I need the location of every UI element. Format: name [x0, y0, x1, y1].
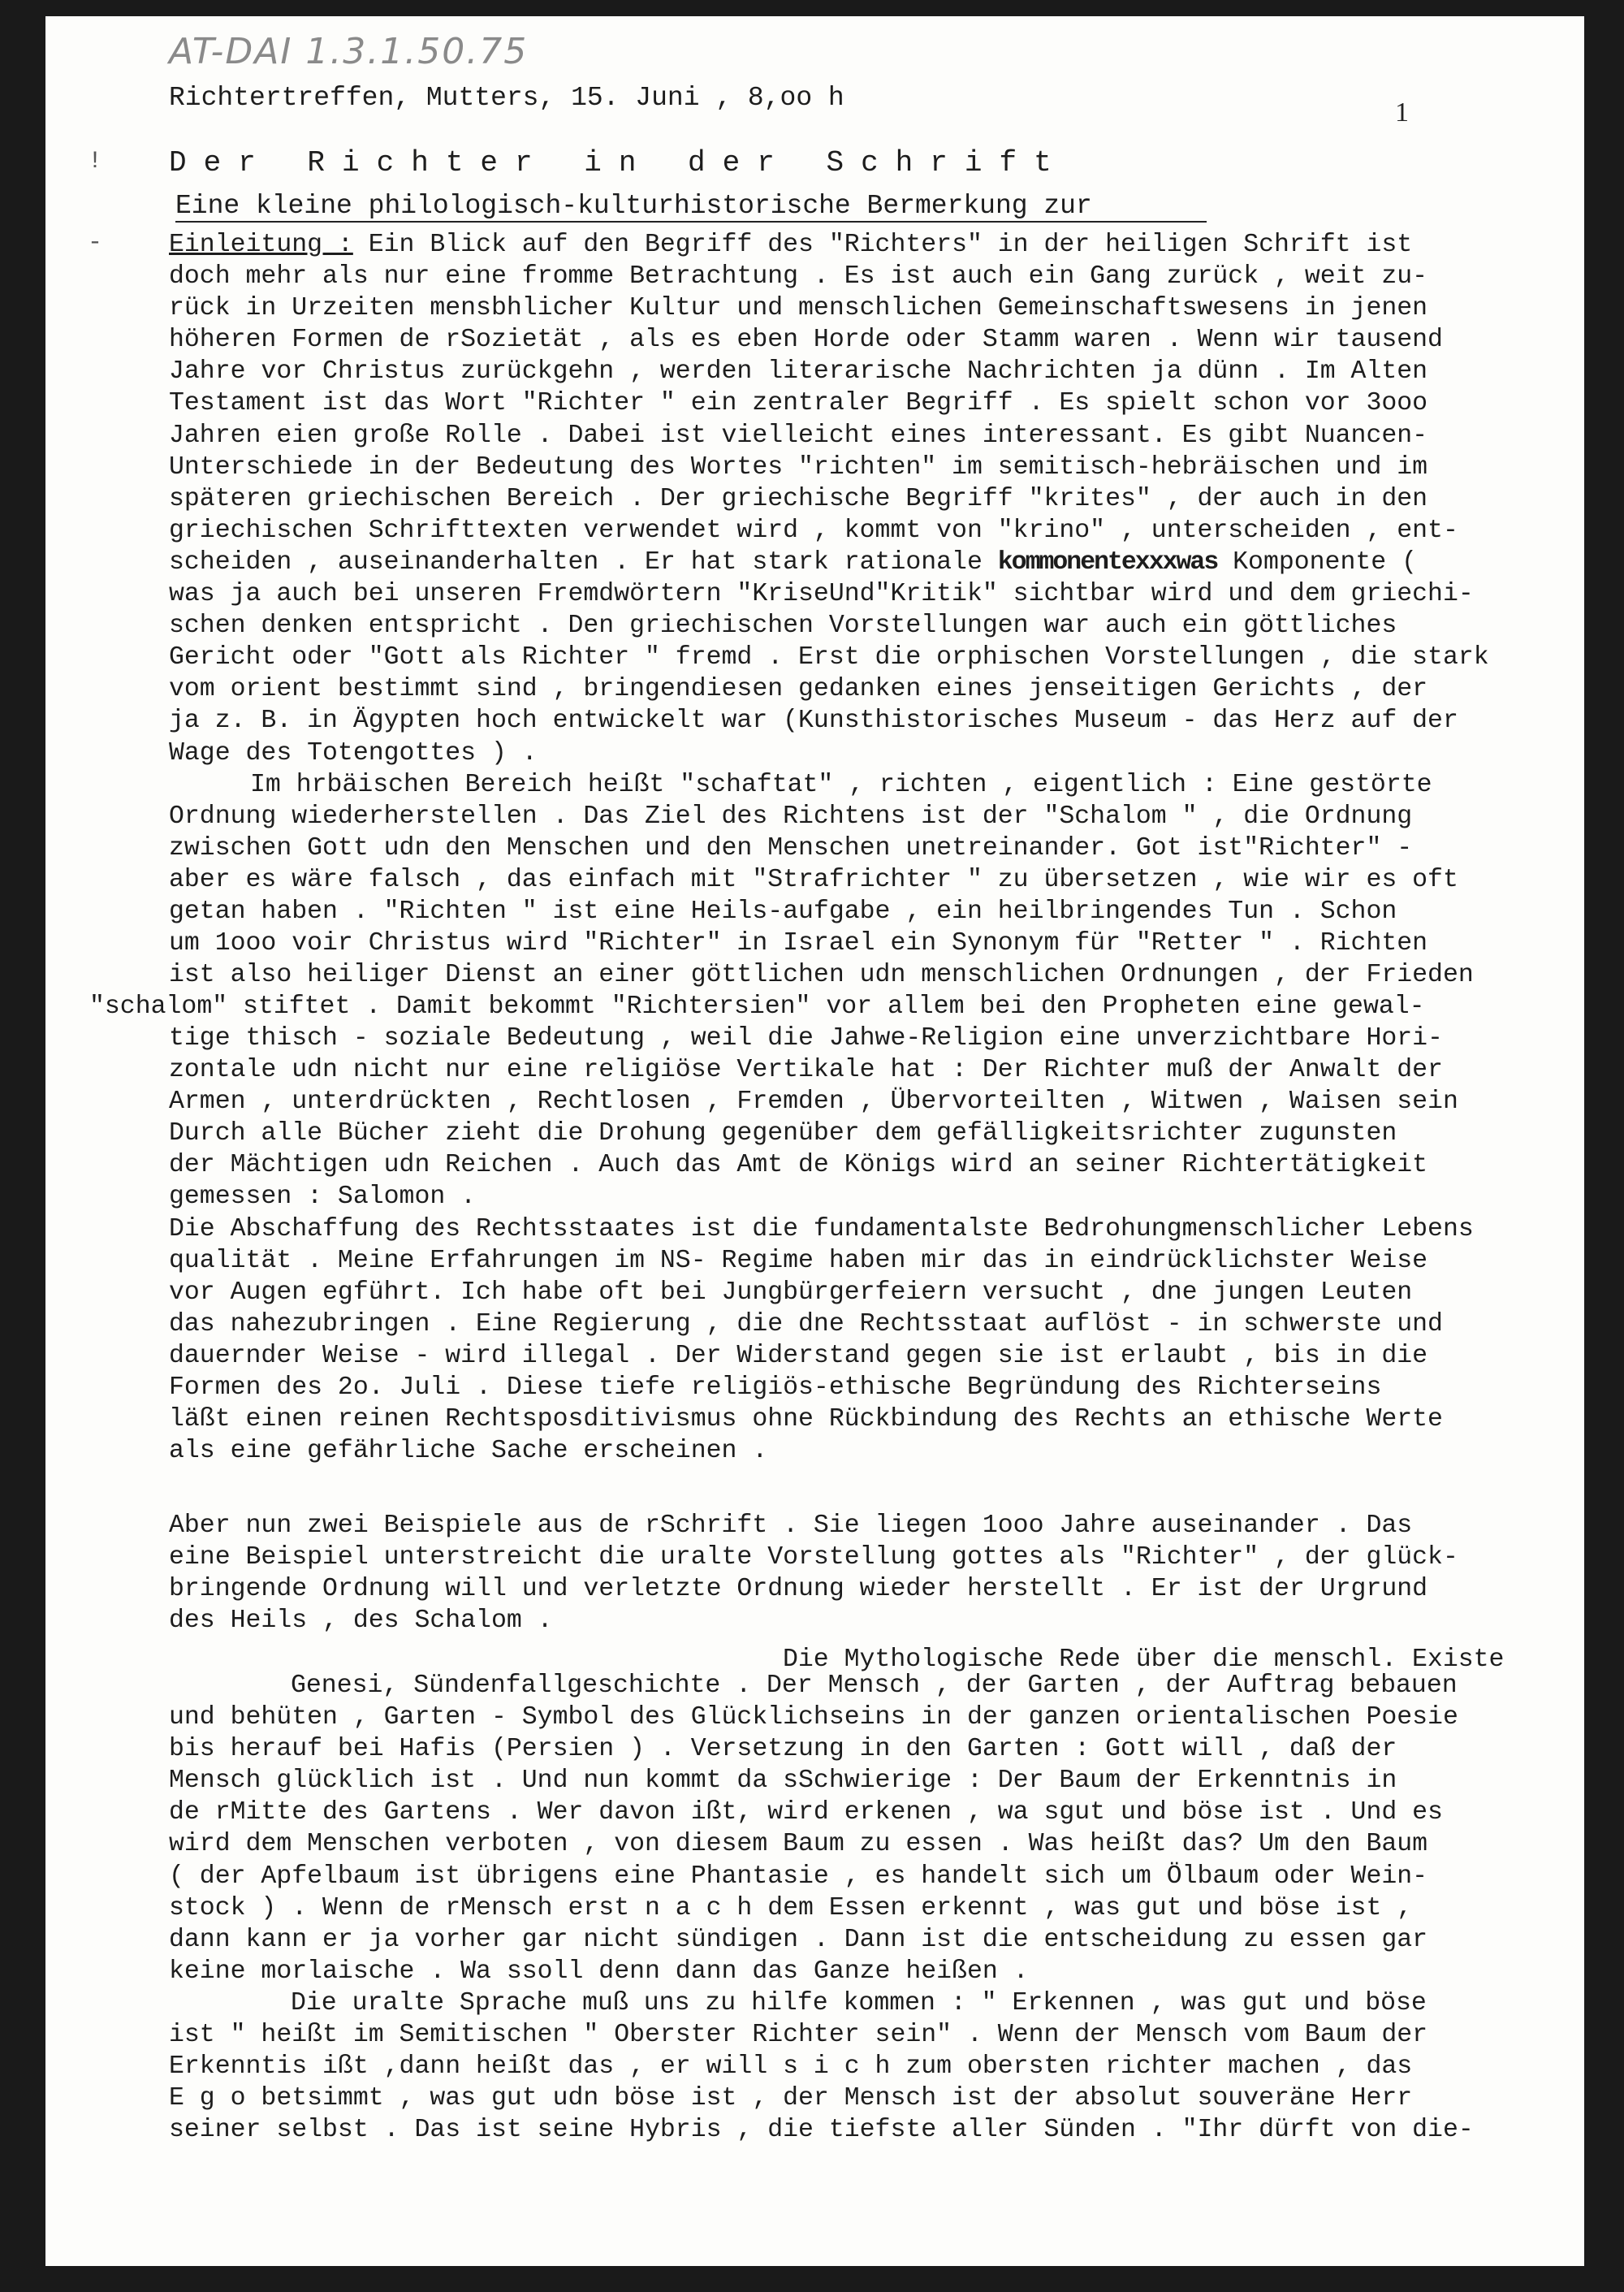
archive-reference: AT-DAI 1.3.1.50.75	[169, 31, 529, 72]
text-line: seiner selbst . Das ist seine Hybris , die tiefste aller Sünden . "Ihr dürft von die-	[169, 2116, 1474, 2145]
text-line: wird dem Menschen verboten , von diesem Baum zu essen . Was heißt das? Um den Baum	[169, 1830, 1428, 1859]
intro-label: Einleitung :	[169, 231, 353, 259]
text-line: Mensch glücklich ist . Und nun kommt da sSchwierige : Der Baum der Erkenntnis in	[169, 1767, 1397, 1796]
text-line: Genesi, Sündenfallgeschichte . Der Mensch , der Garten , der Auftrag bebauen	[291, 1671, 1458, 1700]
text-line: Unterschiede in der Bedeutung des Wortes "richten" im semitisch-hebräischen und im	[169, 452, 1428, 482]
text-line: rück in Urzeiten mensbhlicher Kultur und menschlichen Gemeinschaftswesens in jenen	[169, 294, 1428, 323]
text-line: Armen , unterdrückten , Rechtlosen , Fremden , Übervorteilten , Witwen , Waisen sein	[169, 1088, 1458, 1117]
text-line: keine morlaische . Wa ssoll denn dann das Ganze heißen .	[169, 1957, 1029, 1986]
document-subtitle: Eine kleine philologisch-kulturhistorische Bermerkung zur	[175, 191, 1207, 223]
text-line: getan haben . "Richten " ist eine Heils-aufgabe , ein heilbringendes Tun . Schon	[169, 897, 1397, 926]
text-line: ja z. B. in Ägypten hoch entwickelt war (Kunsthistorisches Museum - das Herz auf der	[169, 707, 1458, 736]
text-line: Die Abschaffung des Rechtsstaates ist die fundamentalste Bedrohungmenschlicher Lebens	[169, 1214, 1474, 1243]
text-line: qualität . Meine Erfahrungen im NS- Regime haben mir das in eindrücklichster Weise	[169, 1246, 1428, 1275]
margin-mark-exclamation: !	[88, 148, 103, 175]
text-line: schen denken entspricht . Den griechischen Vorstellungen war auch ein göttliches	[169, 612, 1397, 641]
text-line: was ja auch bei unseren Fremdwörtern "KriseUnd"Kritik" sichtbar wird und dem griechi-	[169, 580, 1474, 609]
paragraph-genesis	[169, 1670, 1582, 2146]
text-line: vor Augen egführt. Ich habe oft bei Jungbürgerfeiern versucht , dne jungen Leuten	[169, 1278, 1413, 1307]
text-line: de rMitte des Gartens . Wer davon ißt, wird erkenen , wa sgut und böse ist . Und es	[169, 1798, 1443, 1827]
text-line: Komponente (	[1217, 547, 1417, 577]
paragraph-prophets	[169, 1023, 1582, 1467]
text-line: bringende Ordnung will und verletzte Ordnung wieder herstellt . Er ist der Urgrund	[169, 1575, 1428, 1604]
text-line: tige thisch - soziale Bedeutung , weil die Jahwe-Religion eine unverzichtbare Hori-	[169, 1024, 1443, 1053]
text-line: ist also heiliger Dienst an einer göttlichen udn menschlichen Ordnungen , der Frieden	[169, 961, 1474, 990]
text-line: aber es wäre falsch , das einfach mit "Strafrichter " zu übersetzen , wie wir es oft	[169, 865, 1458, 894]
text-line: späteren griechischen Bereich . Der griechische Begriff "krites" , der auch in den	[169, 484, 1428, 513]
text-line: gemessen : Salomon .	[169, 1183, 477, 1212]
text-line: vom orient bestimmt sind , bringendiesen gedanken eines jenseitigen Gerichts , der	[169, 675, 1428, 704]
struck-word: kommonentexxxwas	[997, 547, 1218, 577]
text-line: stock ) . Wenn de rMensch erst n a c h dem Essen erkennt , was gut und böse ist ,	[169, 1893, 1413, 1922]
text-line: des Heils , des Schalom .	[169, 1607, 553, 1636]
text-line: E g o betsimmt , was gut udn böse ist , der Mensch ist der absolut souveräne Herr	[169, 2084, 1413, 2113]
text-line: Wage des Totengottes ) .	[169, 738, 538, 768]
text-line: bis herauf bei Hafis (Persien ) . Versetzung in den Garten : Gott will , daß der	[169, 1735, 1397, 1764]
text-line: Die uralte Sprache muß uns zu hilfe kommen : " Erkennen , was gut und böse	[291, 1988, 1427, 2017]
text-line: doch mehr als nur eine fromme Betrachtung . Es ist auch ein Gang zurück , weit zu-	[169, 262, 1428, 292]
text-line: zontale udn nicht nur eine religiöse Vertikale hat : Der Richter muß der Anwalt der	[169, 1056, 1443, 1085]
paragraph-examples	[169, 1510, 1582, 1637]
page-number: 1	[1395, 97, 1409, 128]
text-line: Ein Blick auf den Begriff des "Richters" in der heiligen Schrift ist	[352, 231, 1413, 259]
text-line: Gericht oder "Gott als Richter " fremd . Erst die orphischen Vorstellungen , die stark	[169, 643, 1489, 672]
text-line: Durch alle Bücher zieht die Drohung gegenüber dem gefälligkeitsrichter zugunsten	[169, 1119, 1397, 1148]
text-line: scheiden , auseinanderhalten . Er hat stark rationale	[169, 547, 998, 577]
text-line: ( der Apfelbaum ist übrigens eine Phantasie , es handelt sich um Ölbaum oder Wein-	[169, 1862, 1428, 1891]
text-line: ist " heißt im Semitischen " Oberster Richter sein" . Wenn der Mensch vom Baum der	[169, 2021, 1428, 2050]
text-line: Jahre vor Christus zurückgehn , werden literarische Nachrichten ja dünn . Im Alten	[169, 357, 1428, 387]
text-line: Formen des 2o. Juli . Diese tiefe religiös-ethische Begründung des Richterseins	[169, 1373, 1382, 1403]
document-title: Der Richter in der Schrift	[169, 146, 1069, 179]
text-line: Testament ist das Wort "Richter " ein zentraler Begriff . Es spielt schon vor 3ooo	[169, 389, 1428, 418]
text-line: Die Mythologische Rede über die menschl. Existe	[783, 1645, 1505, 1674]
text-line: Im hrbäischen Bereich heißt "schaftat" , richten , eigentlich : Eine gestörte	[250, 770, 1432, 799]
text-line: der Mächtigen udn Reichen . Auch das Amt de Königs wird an seiner Richtertätigkeit	[169, 1151, 1428, 1180]
text-line: eine Beispiel unterstreicht die uralte Vorstellung gottes als "Richter" , der glück-	[169, 1543, 1458, 1572]
text-line: als eine gefährliche Sache erscheinen .	[169, 1437, 768, 1466]
text-line: griechischen Schrifttexten verwendet wird , kommt von "krino" , unterscheiden , ent-	[169, 516, 1458, 545]
text-line: Aber nun zwei Beispiele aus de rSchrift . Sie liegen 1ooo Jahre auseinander . Das	[169, 1511, 1413, 1540]
text-line: Ordnung wiederherstellen . Das Ziel des Richtens ist der "Schalom " , die Ordnung	[169, 802, 1413, 831]
text-line: zwischen Gott udn den Menschen und den Menschen unetreinander. Got ist"Richter" -	[169, 833, 1413, 863]
margin-mark-dash: -	[88, 229, 103, 257]
document-page	[45, 16, 1584, 2266]
paragraph-outdent	[89, 991, 1580, 1023]
text-line: läßt einen reinen Rechtsposditivismus ohne Rückbindung des Rechts an ethische Werte	[169, 1405, 1443, 1434]
header-line: Richtertreffen, Mutters, 15. Juni , 8,oo h	[169, 83, 844, 113]
paragraph-introduction	[169, 229, 1582, 991]
text-line: dann kann er ja vorher gar nicht sündigen . Dann ist die entscheidung zu essen gar	[169, 1925, 1428, 1954]
text-line: Jahren eien große Rolle . Dabei ist vielleicht eines interessant. Es gibt Nuancen-	[169, 421, 1428, 450]
text-line: und behüten , Garten - Symbol des Glücklichseins in der ganzen orientalischen Poesie	[169, 1703, 1458, 1732]
text-line: das nahezubringen . Eine Regierung , die dne Rechtsstaat auflöst - in schwerste und	[169, 1309, 1443, 1338]
text-line: um 1ooo voir Christus wird "Richter" in Israel ein Synonym für "Retter " . Richten	[169, 929, 1428, 958]
text-line: dauernder Weise - wird illegal . Der Widerstand gegen sie ist erlaubt , bis in die	[169, 1341, 1428, 1370]
text-line: "schalom" stiftet . Damit bekommt "Richtersien" vor allem bei den Propheten eine gewal-	[89, 992, 1425, 1021]
text-line: Erkenntis ißt ,dann heißt das , er will s i c h zum obersten richter machen , das	[169, 2052, 1413, 2082]
text-line: höheren Formen de rSozietät , als es eben Horde oder Stamm waren . Wenn wir tausend	[169, 326, 1443, 355]
